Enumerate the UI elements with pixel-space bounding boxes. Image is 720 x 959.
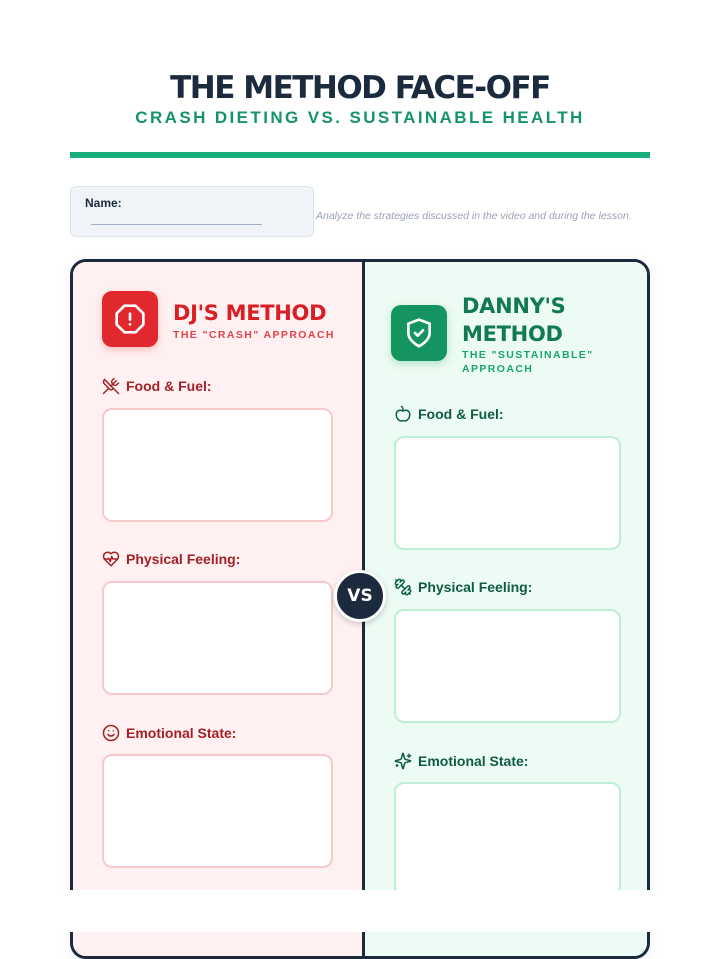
crash-method-subtitle: THE "CRASH" APPROACH xyxy=(173,329,335,341)
crash-physical-answer-box[interactable] xyxy=(102,581,333,695)
instructions-text: Analyze the strategies discussed in the video and during the lesson. xyxy=(316,210,632,222)
sustainable-method-panel xyxy=(365,262,647,956)
sustainable-food-label xyxy=(394,405,504,423)
section-label-text: Emotional State: xyxy=(418,753,529,769)
page-bottom-margin xyxy=(0,890,720,932)
name-field-box[interactable] xyxy=(70,186,314,237)
sparkles-icon xyxy=(394,752,412,770)
vs-badge: VS xyxy=(334,570,386,622)
crash-method-title: DJ'S METHOD xyxy=(173,301,327,325)
crash-physical-label xyxy=(102,550,240,568)
name-write-line[interactable] xyxy=(91,224,262,225)
header-divider xyxy=(70,152,650,158)
apple-icon xyxy=(394,405,412,423)
sustainable-method-title: DANNY'S METHOD xyxy=(462,294,566,346)
page-title: THE METHOD FACE-OFF xyxy=(170,70,550,106)
page-subtitle: CRASH DIETING VS. SUSTAINABLE HEALTH xyxy=(135,108,585,127)
smile-icon xyxy=(102,724,120,742)
section-label-text: Physical Feeling: xyxy=(418,579,533,595)
section-label-text: Physical Feeling: xyxy=(126,551,241,567)
sustainable-emotional-label xyxy=(394,752,528,770)
crash-food-answer-box[interactable] xyxy=(102,408,333,522)
heart-pulse-icon xyxy=(102,550,120,568)
section-label-text: Food & Fuel: xyxy=(126,378,212,394)
sustainable-emotional-answer-box[interactable] xyxy=(394,782,621,896)
crash-food-label xyxy=(102,377,212,395)
alert-octagon-icon xyxy=(102,291,158,347)
crash-method-panel xyxy=(73,262,362,956)
sustainable-physical-answer-box[interactable] xyxy=(394,609,621,723)
sustainable-method-subtitle: THE "SUSTAINABLE" APPROACH xyxy=(462,349,594,375)
name-label: Name: xyxy=(85,196,122,210)
crash-emotional-answer-box[interactable] xyxy=(102,754,333,868)
sustainable-food-answer-box[interactable] xyxy=(394,436,621,550)
sustainable-physical-label xyxy=(394,578,532,596)
section-label-text: Food & Fuel: xyxy=(418,406,504,422)
section-label-text: Emotional State: xyxy=(126,725,237,741)
dumbbell-icon xyxy=(394,578,412,596)
crash-emotional-label xyxy=(102,724,236,742)
utensils-crossed-icon xyxy=(102,377,120,395)
shield-check-icon xyxy=(391,305,447,361)
